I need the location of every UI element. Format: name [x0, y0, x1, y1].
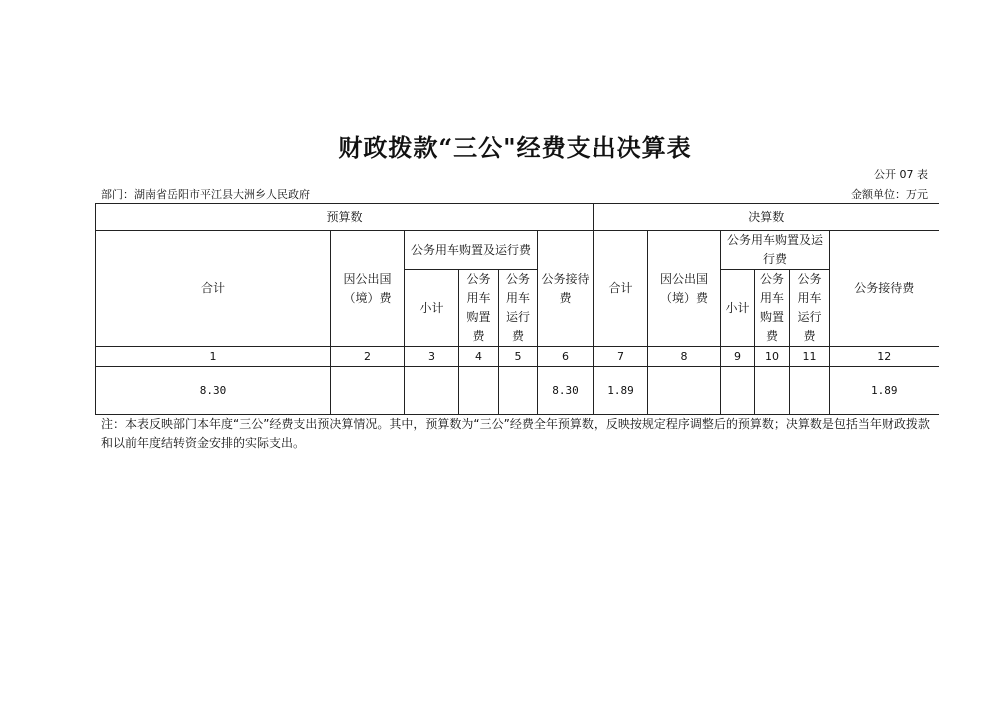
budget-reception-value: 8.30: [538, 367, 594, 415]
budget-group-header: 预算数: [96, 204, 594, 231]
form-number: 公开 07 表: [874, 168, 928, 181]
actual-reception-header: 公务接待费: [830, 231, 939, 347]
budget-total-header: 合计: [96, 231, 331, 347]
actual-total-value: 1.89: [594, 367, 648, 415]
actual-vehicle-purchase-value: [755, 367, 790, 415]
budget-subtotal-value: [405, 367, 459, 415]
budget-reception-header: 公务接待费: [538, 231, 594, 347]
three-public-expenses-table: [95, 203, 939, 415]
actual-vehicle-operation-header: 公务用车运行费: [790, 270, 830, 347]
actual-vehicle-purchase-header: 公务用车购置费: [755, 270, 790, 347]
budget-vehicle-operation-header: 公务用车运行费: [499, 270, 538, 347]
col-num: 1: [96, 347, 331, 367]
actual-vehicle-operation-value: [790, 367, 830, 415]
budget-total-value: 8.30: [96, 367, 331, 415]
col-num: 9: [721, 347, 755, 367]
col-num: 3: [405, 347, 459, 367]
col-num: 12: [830, 347, 939, 367]
actual-reception-value: 1.89: [830, 367, 939, 415]
actual-total-header: 合计: [594, 231, 648, 347]
page-title: 财政拨款“三公"经费支出决算表: [338, 133, 692, 162]
column-number-row: [96, 347, 939, 367]
col-num: 7: [594, 347, 648, 367]
actual-group-header: 决算数: [594, 204, 939, 231]
budget-vehicle-operation-value: [499, 367, 538, 415]
actual-vehicle-group-header: 公务用车购置及运行费: [721, 231, 830, 270]
budget-abroad-header: 因公出国（境）费: [331, 231, 405, 347]
budget-vehicle-purchase-value: [459, 367, 499, 415]
actual-subtotal-value: [721, 367, 755, 415]
actual-abroad-header: 因公出国（境）费: [648, 231, 721, 347]
data-row: [96, 367, 939, 415]
budget-vehicle-group-header: 公务用车购置及运行费: [405, 231, 538, 270]
col-num: 6: [538, 347, 594, 367]
actual-abroad-value: [648, 367, 721, 415]
col-num: 8: [648, 347, 721, 367]
amount-unit-label: 金额单位：万元: [851, 188, 928, 201]
col-num: 2: [331, 347, 405, 367]
col-num: 11: [790, 347, 830, 367]
col-num: 5: [499, 347, 538, 367]
col-num: 10: [755, 347, 790, 367]
actual-subtotal-header: 小计: [721, 270, 755, 347]
footnote: 注：本表反映部门本年度“三公”经费支出预决算情况。其中，预算数为“三公”经费全年预算数，反映按规定程序调整后的预算数；决算数是包括当年财政拨款和以前年度结转资金安排的实际支出。: [101, 417, 930, 450]
col-num: 4: [459, 347, 499, 367]
department-label: 部门：湖南省岳阳市平江县大洲乡人民政府: [101, 188, 310, 201]
budget-subtotal-header: 小计: [405, 270, 459, 347]
budget-vehicle-purchase-header: 公务用车购置费: [459, 270, 499, 347]
budget-abroad-value: [331, 367, 405, 415]
